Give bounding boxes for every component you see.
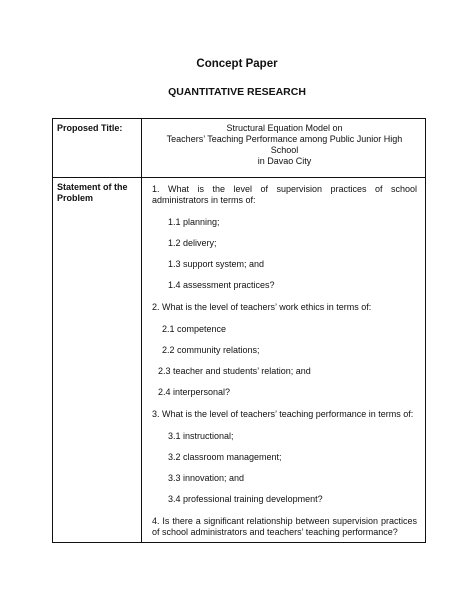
page-subtitle: QUANTITATIVE RESEARCH — [168, 86, 306, 98]
concept-paper-table — [52, 118, 426, 543]
page-title: Concept Paper — [196, 58, 278, 70]
question-3: 3. What is the level of teachers’ teaching performance in terms of: — [152, 409, 414, 419]
proposed-title-line: in Davao City — [257, 156, 312, 166]
question-3-item: 3.1 instructional; — [168, 431, 234, 441]
question-1-item: 1.1 planning; — [168, 217, 220, 227]
question-1-item: 1.2 delivery; — [168, 238, 217, 248]
statement-of-problem-cell — [142, 178, 426, 543]
proposed-title-line: Teachers’ Teaching Performance among Public Junior High School — [166, 134, 403, 155]
proposed-title-row — [53, 119, 426, 178]
question-3-item: 3.3 innovation; and — [168, 473, 245, 483]
statement-of-problem-row — [53, 178, 426, 543]
question-2-item: 2.1 competence — [162, 324, 227, 334]
question-2-item: 2.4 interpersonal? — [158, 387, 231, 397]
question-2-item: 2.3 teacher and students’ relation; and — [158, 366, 311, 376]
proposed-title-cell — [142, 119, 426, 178]
proposed-title-label: Proposed Title: — [53, 119, 142, 178]
question-2: 2. What is the level of teachers’ work ethics in terms of: — [152, 302, 372, 312]
question-4: 4. Is there a significant relationship between supervision practices of school administrators and teachers’ teaching performance? — [152, 516, 417, 537]
question-2-item: 2.2 community relations; — [162, 345, 260, 355]
question-3-item: 3.2 classroom management; — [168, 452, 282, 462]
statement-of-problem-label — [53, 178, 142, 543]
question-1-item: 1.3 support system; and — [168, 259, 265, 269]
question-1: 1. What is the level of supervision practices of school administrators in terms of: — [152, 184, 417, 205]
question-1-item: 1.4 assessment practices? — [168, 280, 275, 290]
statement-label-line: Statement of the — [57, 182, 128, 192]
question-3-item: 3.4 professional training development? — [168, 494, 323, 504]
proposed-title-line: Structural Equation Model on — [226, 123, 343, 133]
statement-label-line: Problem — [57, 193, 94, 203]
